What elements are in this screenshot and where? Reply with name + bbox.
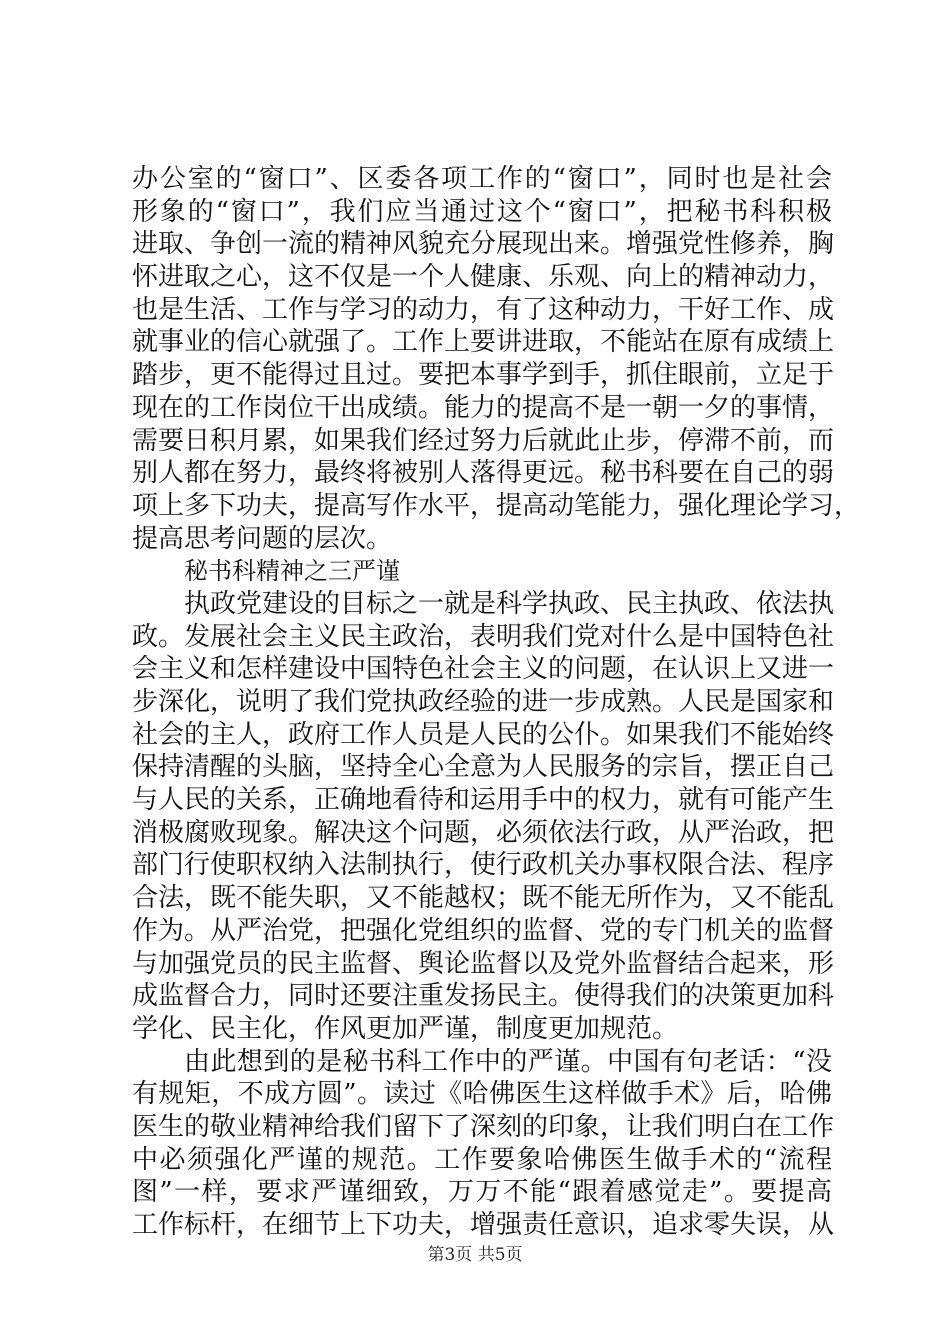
text-line: 保持清醒的头脑，坚持全心全意为人民服务的宗旨，摆正自己 bbox=[132, 752, 835, 783]
document-body bbox=[132, 163, 861, 1242]
text-line: 图”一样，要求严谨细致，万万不能“跟着感觉走”。要提高 bbox=[132, 1177, 832, 1208]
text-line: 项上多下功夫，提高写作水平，提高动笔能力，强化理论学习， bbox=[132, 490, 861, 521]
text-line: 中必须强化严谨的规范。工作要象哈佛医生做手术的“流程 bbox=[132, 1144, 832, 1175]
text-line: 部门行使职权纳入法制执行，使行政机关办事权限合法、程序 bbox=[132, 850, 835, 881]
text-line: 成监督合力，同时还要注重发扬民主。使得我们的决策更加科 bbox=[132, 981, 835, 1012]
text-line: 提高思考问题的层次。 bbox=[132, 523, 393, 554]
text-line: 与人民的关系，正确地看待和运用手中的权力，就有可能产生 bbox=[132, 785, 835, 816]
text-line: 别人都在努力，最终将被别人落得更远。秘书科要在自己的弱 bbox=[132, 458, 835, 489]
text-line: 进取、争创一流的精神风貌充分展现出来。增强党性修养，胸 bbox=[132, 229, 835, 260]
text-line: 现在的工作岗位干出成绩。能力的提高不是一朝一夕的事情， bbox=[132, 392, 835, 423]
text-line: 社会的主人，政府工作人员是人民的公仆。如果我们不能始终 bbox=[132, 719, 835, 750]
text-line: 需要日积月累，如果我们经过努力后就此止步，停滞不前，而 bbox=[132, 425, 835, 456]
paragraph-first-line: 由此想到的是秘书科工作中的严谨。中国有句老话：“没 bbox=[184, 1046, 832, 1077]
text-line: 就事业的信心就强了。工作上要讲进取，不能站在原有成绩上 bbox=[132, 327, 835, 358]
section-heading: 秘书科精神之三严谨 bbox=[184, 557, 400, 586]
text-line: 工作标杆，在细节上下功夫，增强责任意识，追求零失误，从 bbox=[132, 1210, 835, 1240]
text-line: 政。发展社会主义民主政治，表明我们党对什么是中国特色社 bbox=[132, 621, 835, 652]
page-number-label: 第3页 共5页 bbox=[427, 1245, 523, 1265]
text-line: 会主义和怎样建设中国特色社会主义的问题，在认识上又进一 bbox=[132, 654, 835, 685]
paragraph-first-line: 执政党建设的目标之一就是科学执政、民主执政、依法执 bbox=[184, 588, 835, 619]
text-line: 合法，既不能失职，又不能越权；既不能无所作为，又不能乱 bbox=[132, 883, 835, 914]
text-line: 作为。从严治党，把强化党组织的监督、党的专门机关的监督 bbox=[132, 915, 835, 946]
text-line: 医生的敬业精神给我们留下了深刻的印象，让我们明白在工作 bbox=[132, 1111, 835, 1142]
text-line: 学化、民主化，作风更加严谨，制度更加规范。 bbox=[132, 1013, 679, 1044]
text-line: 形象的“窗口”，我们应当通过这个“窗口”，把秘书科积极 bbox=[132, 196, 832, 227]
text-line: 有规矩，不成方圆”。读过《哈佛医生这样做手术》后，哈佛 bbox=[132, 1079, 832, 1110]
text-line: 怀进取之心，这不仅是一个人健康、乐观、向上的精神动力， bbox=[132, 262, 835, 293]
text-line: 与加强党员的民主监督、舆论监督以及党外监督结合起来，形 bbox=[132, 948, 835, 979]
text-line: 办公室的“窗口”、区委各项工作的“窗口”，同时也是社会 bbox=[132, 164, 832, 194]
text-line: 消极腐败现象。解决这个问题，必须依法行政，从严治政，把 bbox=[132, 817, 835, 848]
text-line: 也是生活、工作与学习的动力，有了这种动力，干好工作、成 bbox=[132, 294, 835, 325]
text-line: 步深化，说明了我们党执政经验的进一步成熟。人民是国家和 bbox=[132, 687, 835, 717]
text-line: 踏步，更不能得过且过。要把本事学到手，抓住眼前，立足于 bbox=[132, 360, 835, 391]
page-footer bbox=[0, 1240, 950, 1265]
